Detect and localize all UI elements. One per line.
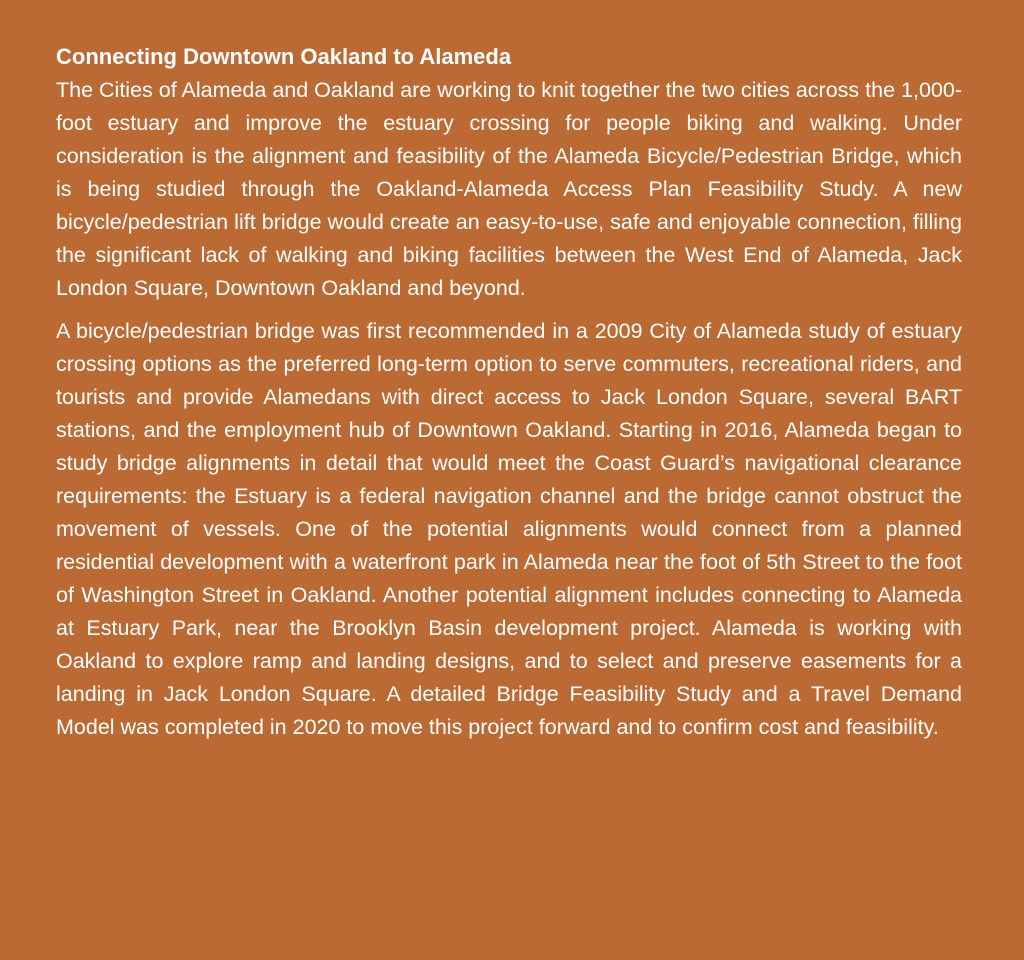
article-panel — [56, 42, 962, 754]
paragraph-intro: The Cities of Alameda and Oakland are working to knit together the two cities across the 1,000-foot estuary and improve the estuary crossing for people biking and walking. Under consideration is the alignment and feasibility of the Alameda Bicycle/Pedestrian Bridge, which is being studied through the Oakland-Alameda Access Plan Feasibility Study. A new bicycle/pedestrian lift bridge would create an easy-to-use, safe and enjoyable connection, filling the significant lack of walking and biking facilities between the West End of Alameda, Jack London Square, Downtown Oakland and beyond. — [56, 78, 962, 300]
article-title: Connecting Downtown Oakland to Alameda — [56, 44, 512, 69]
paragraph-history: A bicycle/pedestrian bridge was first recommended in a 2009 City of Alameda study of estuary crossing options as the preferred long-term option to serve commuters, recreational riders, and tourists and provide Alamedans with direct access to Jack London Square, several BART stations, and the employment hub of Downtown Oakland. Starting in 2016, Alameda began to study bridge alignments in detail that would meet the Coast Guard’s navigational clearance requirements: the Estuary is a federal navigation channel and the bridge cannot obstruct the movement of vessels. One of the potential alignments would connect from a planned residential development with a waterfront park in Alameda near the foot of 5th Street to the foot of Washington Street in Oakland. Another potential alignment includes connecting to Alameda at Estuary Park, near the Brooklyn Basin development project. Alameda is working with Oakland to explore ramp and landing designs, and to select and preserve easements for a landing in Jack London Square. A detailed Bridge Feasibility Study and a Travel Demand Model was completed in 2020 to move this project forward and to confirm cost and feasibility. — [56, 319, 962, 739]
